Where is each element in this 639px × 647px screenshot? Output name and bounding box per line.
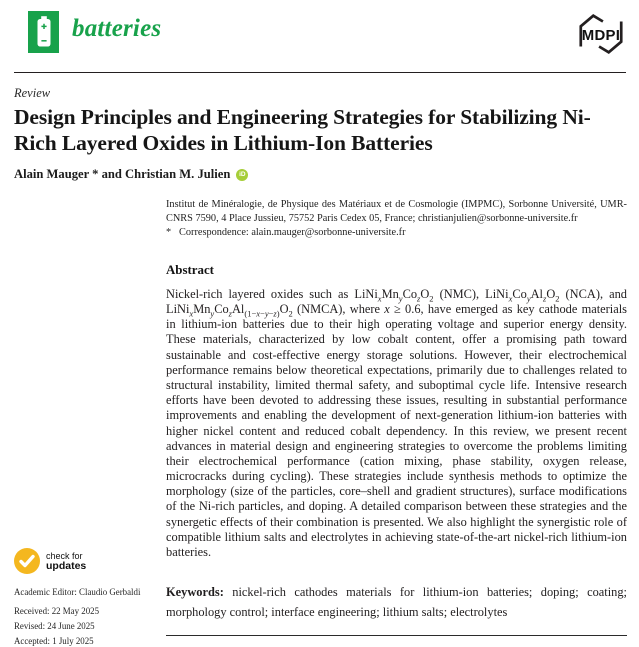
main-column	[152, 198, 639, 647]
revised-date: Revised: 24 June 2025	[14, 620, 95, 631]
mdpi-logo-icon[interactable]	[575, 12, 627, 56]
margin-spacer	[14, 198, 152, 548]
page-title: Design Principles and Engineering Strategies for Stabilizing Ni-Rich Layered Oxides in Lithium-Ion Batteries	[14, 105, 591, 156]
header-divider	[14, 72, 626, 73]
journal-brand[interactable]	[28, 11, 161, 53]
battery-icon	[28, 11, 59, 53]
keywords-label: Keywords:	[166, 585, 224, 600]
content-area	[0, 198, 639, 647]
margin-notes-column	[0, 198, 152, 647]
accepted-date: Accepted: 1 July 2025	[14, 635, 94, 646]
checkmark-circle-icon	[14, 548, 40, 574]
received-date: Received: 22 May 2025	[14, 605, 100, 616]
keywords-line	[166, 583, 627, 623]
check-for-updates-label: check for updates	[46, 550, 87, 572]
author-names: Alain Mauger * and Christian M. Julien	[14, 167, 231, 182]
section-divider	[166, 635, 627, 636]
journal-header	[0, 0, 639, 63]
correspondence-line	[166, 227, 627, 238]
abstract-body: Nickel-rich layered oxides such as $LiNi_xMn_yCo_zO_2$ (NMC), $LiNi_xCo_yAl_zO_2$ (NCA), and $LiNi_xMn_yCo_zAl_{(1-x-y-z)}O_2$ (NMCA), where x ≥ 0.6, have emerged as key cathode materials in lithium-ion batteries due to their high operating voltage and superior energy density. These materials, characterized by low cobalt content, offer a promising path toward sustainable and cost-effective energy storage solutions. However, their electrochemical performance remains below theoretical expectations, primarily due to challenges related to structural instability, limited thermal safety, and suboptimal cycle life. Intensive research efforts have been devoted to addressing these issues, resulting in substantial performance improvements and enabling the development of next-generation lithium-ion batteries with higher nickel content and reduced cobalt dependency. In this review, we present recent advances in material design and engineering strategies to overcome the problems limiting their electrochemical performance (cation mixing, phase stability, oxygen release, microcracks during cycling). These strategies include synthesis methods to optimize the morphology (size of the particles, core–shell and gradient structures), surface modifications of the Ni-rich particles, and doping. A detailed comparison between these strategies and the synergetic effects of their combination is presented. We also highlight the synergistic role of compatible lithium salts and electrolytes in achieving state-of-the-art nickel-rich lithium-ion batteries.	[166, 286, 627, 559]
article-type-label: Review	[14, 86, 51, 100]
affiliation-text: Institut de Minéralogie, de Physique des Matériaux et de Cosmologie (IMPMC), Sorbonne Université, UMR-CNRS 7590, 4 Place Jussieu, 75752 Paris Cedex 05, France; christianjulien@sorbonne-universite.fr	[166, 199, 627, 225]
check-for-updates-badge[interactable]	[14, 548, 152, 574]
authors-line	[14, 167, 625, 182]
mdpi-logo-text: MDPI	[581, 26, 621, 44]
correspondence-text: Correspondence: alain.mauger@sorbonne-universite.fr	[179, 226, 406, 238]
orcid-icon[interactable]: iD	[236, 169, 248, 181]
correspondence-marker: *	[166, 226, 172, 238]
abstract-heading: Abstract	[166, 262, 214, 277]
keywords-text: nickel-rich cathodes materials for lithium-ion batteries; doping; coating; morphology control; interface engineering; lithium salts; electrolytes	[166, 585, 627, 620]
journal-name: batteries	[72, 15, 162, 42]
academic-editor-note: Academic Editor: Claudio Gerbaldi	[14, 587, 141, 598]
